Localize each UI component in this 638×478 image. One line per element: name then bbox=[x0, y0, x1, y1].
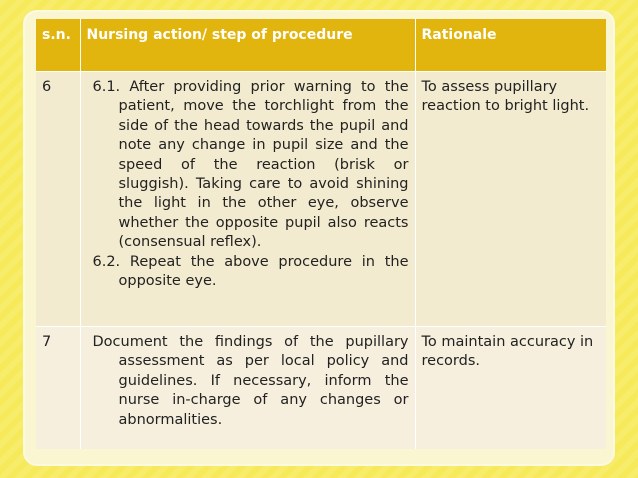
cell-sn bbox=[36, 72, 80, 327]
header-sn: s.n. bbox=[36, 19, 80, 72]
row-number: 6 bbox=[42, 79, 52, 95]
cell-action bbox=[80, 72, 415, 327]
rationale-text: To maintain accuracy in records. bbox=[421, 334, 594, 370]
cell-action bbox=[80, 327, 415, 450]
cell-rationale bbox=[415, 327, 606, 450]
header-rationale: Rationale bbox=[415, 19, 606, 72]
step-text: Document the findings of the pupillary assessment as per local policy and guidelines. If necessary, inform the nurse in-charge of any changes or abnormalities. bbox=[92, 334, 409, 428]
step-text: 6.1. After providing prior warning to the patient, move the torchlight from the side of the head towards the pupil and note any change in pupil size and the speed of the reaction (brisk or sluggish). Taking care to avoid shining the light in the other eye, observe whether the opposite pupil also reacts (consensual reflex). bbox=[92, 79, 409, 251]
cell-sn bbox=[36, 327, 80, 450]
rationale-text: To assess pupillary reaction to bright light. bbox=[421, 79, 590, 115]
table-row bbox=[36, 72, 606, 327]
table-row bbox=[36, 327, 606, 450]
table-header-row bbox=[36, 19, 606, 72]
cell-rationale bbox=[415, 72, 606, 327]
step-text: 6.2. Repeat the above procedure in the opposite eye. bbox=[92, 253, 409, 290]
header-action: Nursing action/ step of procedure bbox=[80, 19, 415, 72]
procedure-table bbox=[36, 19, 606, 449]
row-number: 7 bbox=[42, 334, 52, 350]
